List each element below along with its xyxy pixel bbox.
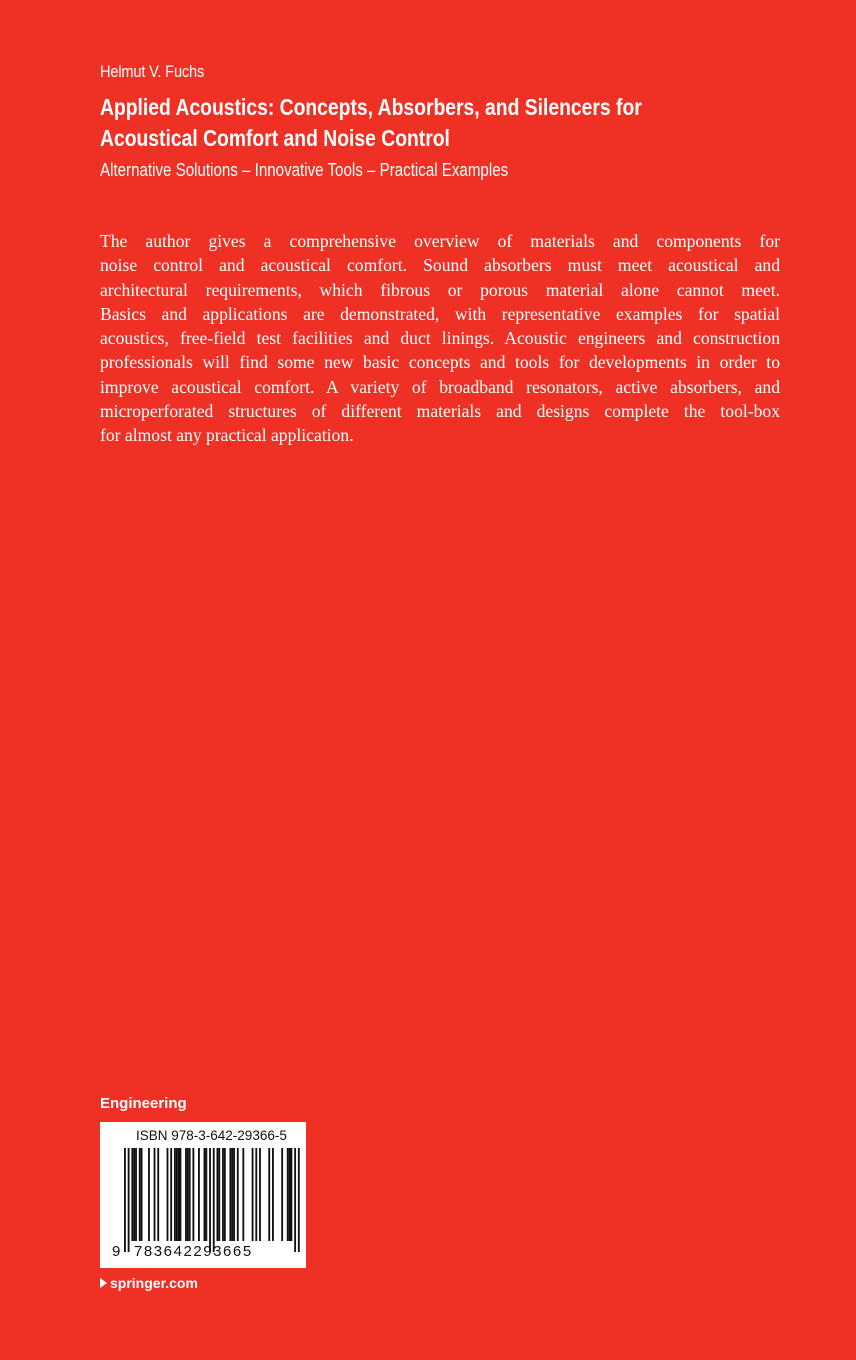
barcode-guard-bar [209,1148,211,1252]
book-title-line: Applied Acoustics: Concepts, Absorbers, and Silencers for [100,94,642,120]
barcode-bar [131,1148,133,1241]
description-line: for almost any practical application. [100,425,354,446]
barcode-bar [133,1148,135,1241]
barcode-bar [157,1148,159,1241]
barcode-bar [218,1148,220,1241]
barcode-guard-bar [124,1148,126,1252]
barcode-guard-bar [213,1148,215,1252]
ean-digits: 783642293665 [134,1243,253,1260]
barcode-bar [170,1148,172,1241]
barcode-bar [268,1148,270,1241]
barcode-bar [289,1148,291,1241]
barcode-bar [291,1148,293,1241]
barcode-bar [237,1148,239,1241]
barcode-guard-bar [294,1148,296,1252]
barcode-bar [135,1148,137,1241]
barcode-bar [281,1148,283,1241]
barcode-bar [217,1148,219,1241]
barcode-bar [231,1148,233,1241]
barcode-bar [141,1148,143,1241]
barcode-bar [198,1148,200,1241]
barcode-bar [204,1148,206,1241]
barcode-bar [178,1148,180,1241]
subject-category: Engineering [100,1095,187,1112]
book-description [100,229,780,448]
barcode-bar [233,1148,235,1241]
barcode-bar [192,1148,194,1241]
barcode-bar [187,1148,189,1241]
barcode-bar [205,1148,207,1241]
book-title [100,92,642,154]
barcode-bar [148,1148,150,1241]
publisher-link-text[interactable]: springer.com [110,1275,198,1291]
barcode-bar [222,1148,224,1241]
barcode-bar [259,1148,261,1241]
barcode-bar [287,1148,289,1241]
barcode-bar [174,1148,176,1241]
barcode-bar [252,1148,254,1241]
barcode-bar [185,1148,187,1241]
isbn-barcode [100,1122,306,1268]
description-line: microperforated structures of different materials and designs complete the tool-box [100,401,780,422]
barcode-bar [224,1148,226,1241]
description-line: Basics and applications are demonstrated, with representative examples for spatial [100,303,780,324]
isbn-label: ISBN 978-3-642-29366-5 [136,1128,287,1143]
barcode-bar [242,1148,244,1241]
barcode-bar [154,1148,156,1241]
ean-first-digit: 9 [112,1243,121,1260]
barcode-guard-bar [128,1148,130,1252]
barcode-bar [255,1148,257,1241]
barcode-bar [139,1148,141,1241]
arrow-right-icon [100,1278,107,1288]
barcode-bar [272,1148,274,1241]
description-line: improve acoustical comfort. A variety of broadband resonators, active absorbers, and [100,376,780,397]
barcode-guard-bar [298,1148,300,1252]
description-line: The author gives a comprehensive overview of materials and components for [100,231,780,251]
barcode-bar [176,1148,178,1241]
book-subtitle: Alternative Solutions – Innovative Tools – Practical Examples [100,160,509,180]
book-title-line: Acoustical Comfort and Noise Control [100,125,450,151]
barcode-bar [167,1148,169,1241]
description-line: architectural requirements, which fibrous or porous material alone cannot meet. [100,279,780,300]
barcode-bar [180,1148,182,1241]
description-line: acoustics, free-field test facilities and duct linings. Acoustic engineers and construction [100,328,780,349]
publisher-link[interactable] [100,1275,198,1291]
description-line: professionals will find some new basic concepts and tools for developments in order to [100,352,780,373]
barcode-bar [229,1148,231,1241]
description-line: noise control and acoustical comfort. Sound absorbers must meet acoustical and [100,255,780,276]
author-name: Helmut V. Fuchs [100,62,205,81]
barcode-bar [189,1148,191,1241]
